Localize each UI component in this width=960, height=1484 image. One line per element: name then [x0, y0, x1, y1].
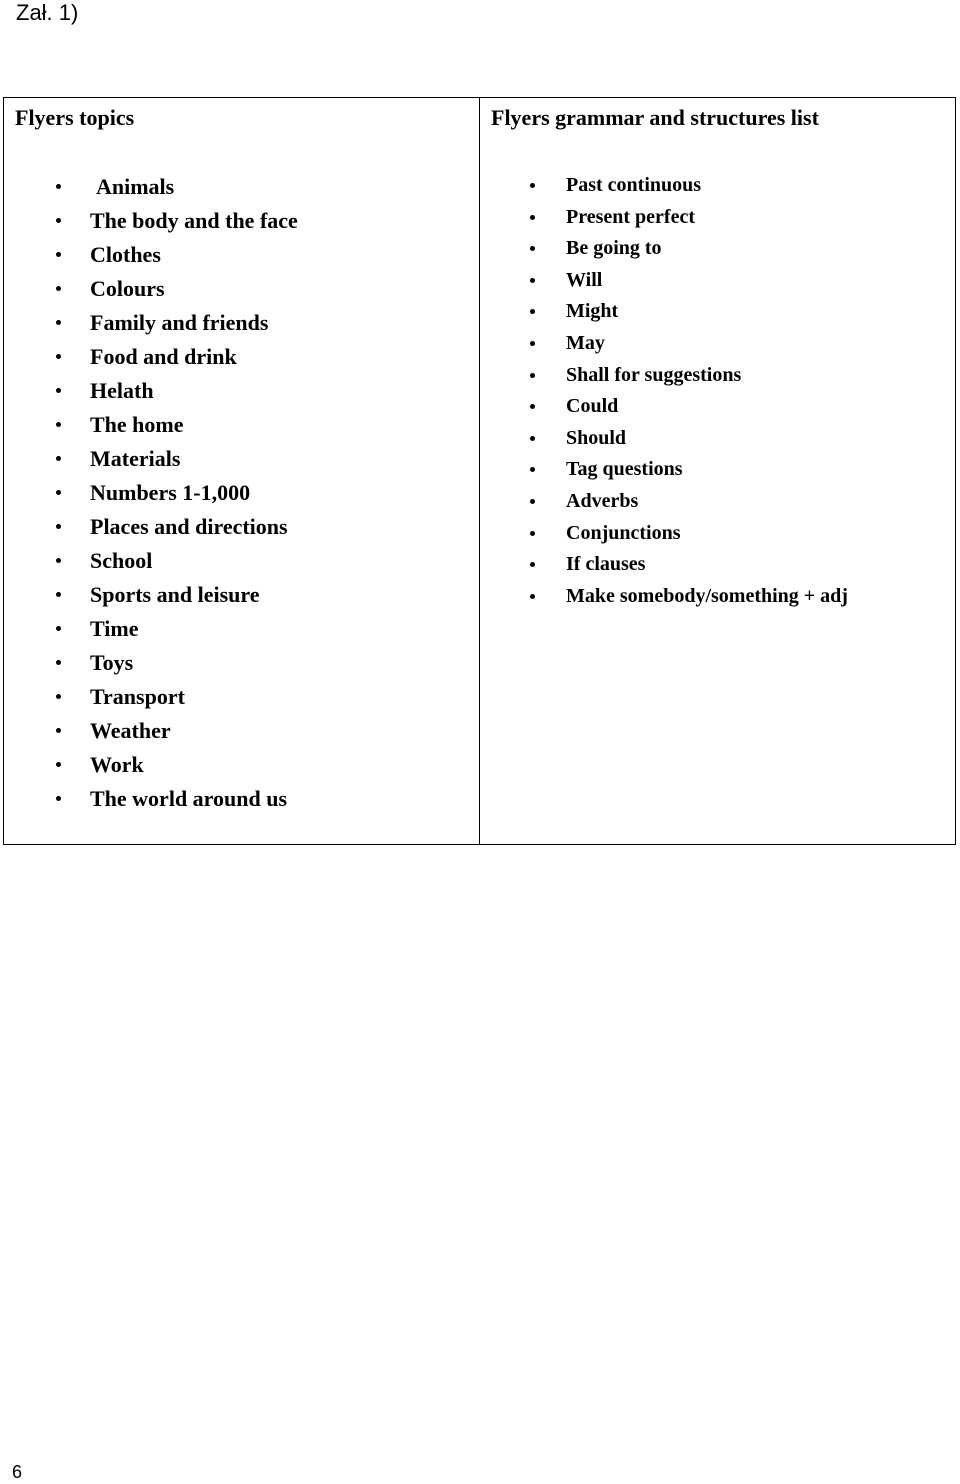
list-item-label: Sports and leisure — [90, 582, 260, 607]
bullet-icon — [56, 694, 61, 699]
list-item-label: Places and directions — [90, 514, 288, 539]
list-item-label: If clauses — [566, 553, 646, 576]
bullet-icon — [530, 499, 535, 504]
bullet-icon — [56, 456, 61, 461]
bullet-icon — [530, 436, 535, 441]
list-item-label: Conjunctions — [566, 521, 681, 544]
bullet-icon — [56, 218, 61, 223]
list-item-label: Weather — [90, 718, 171, 743]
list-item-label: Time — [90, 616, 139, 641]
list-item-label: Food and drink — [90, 344, 237, 369]
list-item — [4, 714, 298, 748]
list-item — [480, 360, 848, 392]
list-item-label: Work — [90, 752, 144, 777]
list-item-label: Clothes — [90, 242, 161, 267]
list-item — [4, 544, 298, 578]
bullet-icon — [56, 490, 61, 495]
list-item — [4, 510, 298, 544]
bullet-icon — [530, 341, 535, 346]
bullet-icon — [56, 592, 61, 597]
list-item-label: Shall for suggestions — [566, 363, 742, 386]
list-item — [480, 202, 848, 234]
bullet-icon — [56, 422, 61, 427]
topics-list — [4, 170, 298, 816]
bullet-icon — [530, 309, 535, 314]
list-item — [4, 476, 298, 510]
list-item — [480, 233, 848, 265]
list-item-label: The home — [90, 412, 184, 437]
bullet-icon — [56, 354, 61, 359]
list-item-label: Adverbs — [566, 489, 639, 512]
topics-title: Flyers topics — [15, 105, 135, 130]
list-item-label: The world around us — [90, 786, 288, 811]
bullet-icon — [56, 762, 61, 767]
list-item — [4, 272, 298, 306]
list-item — [480, 549, 848, 581]
bullet-icon — [56, 252, 61, 257]
list-item-label: Transport — [90, 684, 185, 709]
list-item — [480, 454, 848, 486]
list-item — [480, 423, 848, 455]
bullet-icon — [56, 728, 61, 733]
list-item — [480, 296, 848, 328]
list-item-label: Family and friends — [90, 310, 269, 335]
bullet-icon — [56, 558, 61, 563]
bullet-icon — [530, 278, 535, 283]
bullet-icon — [56, 524, 61, 529]
list-item — [4, 612, 298, 646]
list-item-label: Toys — [90, 650, 134, 675]
bullet-icon — [56, 286, 61, 291]
list-item-label: Animals — [96, 174, 175, 199]
list-item — [4, 170, 298, 204]
list-item — [4, 238, 298, 272]
list-item — [4, 646, 298, 680]
list-item-label: Should — [566, 426, 627, 449]
list-item-label: Be going to — [566, 237, 662, 260]
list-item-label: Past continuous — [566, 174, 702, 196]
bullet-icon — [530, 246, 535, 251]
list-item-label: Present perfect — [566, 205, 696, 228]
list-item-label: Helath — [90, 378, 154, 403]
topics-table — [3, 97, 956, 845]
topics-column — [4, 98, 480, 844]
list-item — [4, 578, 298, 612]
grammar-list — [480, 170, 848, 612]
grammar-column — [480, 98, 955, 844]
list-item-label: Might — [566, 300, 619, 323]
bullet-icon — [530, 215, 535, 220]
bullet-icon — [530, 562, 535, 567]
bullet-icon — [56, 388, 61, 393]
list-item — [480, 486, 848, 518]
bullet-icon — [530, 183, 535, 188]
bullet-icon — [530, 531, 535, 536]
list-item — [4, 340, 298, 374]
list-item-label: Numbers 1-1,000 — [90, 480, 251, 505]
bullet-icon — [530, 594, 535, 599]
list-item — [480, 170, 848, 202]
bullet-icon — [56, 184, 61, 189]
attachment-label: Zał. 1) — [16, 0, 79, 25]
list-item — [4, 680, 298, 714]
list-item-label: May — [566, 331, 605, 354]
list-item — [4, 442, 298, 476]
list-item — [480, 518, 848, 550]
list-item — [4, 782, 298, 816]
list-item-label: Colours — [90, 276, 165, 301]
bullet-icon — [530, 404, 535, 409]
list-item-label: The body and the face — [90, 208, 298, 233]
page-number: 6 — [12, 1462, 23, 1482]
list-item — [480, 328, 848, 360]
list-item-label: Make somebody/something + adj — [566, 584, 848, 607]
list-item-label: Tag questions — [566, 458, 683, 481]
grammar-title: Flyers grammar and structures list — [491, 105, 819, 130]
list-item-label: School — [90, 548, 153, 573]
list-item — [4, 748, 298, 782]
bullet-icon — [56, 660, 61, 665]
list-item — [4, 204, 298, 238]
list-item — [4, 408, 298, 442]
bullet-icon — [530, 373, 535, 378]
list-item-label: Will — [566, 268, 603, 291]
list-item — [4, 374, 298, 408]
list-item — [480, 391, 848, 423]
list-item — [4, 306, 298, 340]
bullet-icon — [56, 320, 61, 325]
list-item-label: Could — [566, 395, 619, 418]
bullet-icon — [56, 796, 61, 801]
list-item-label: Materials — [90, 446, 181, 471]
list-item — [480, 265, 848, 297]
bullet-icon — [530, 467, 535, 472]
list-item — [480, 581, 848, 613]
bullet-icon — [56, 626, 61, 631]
